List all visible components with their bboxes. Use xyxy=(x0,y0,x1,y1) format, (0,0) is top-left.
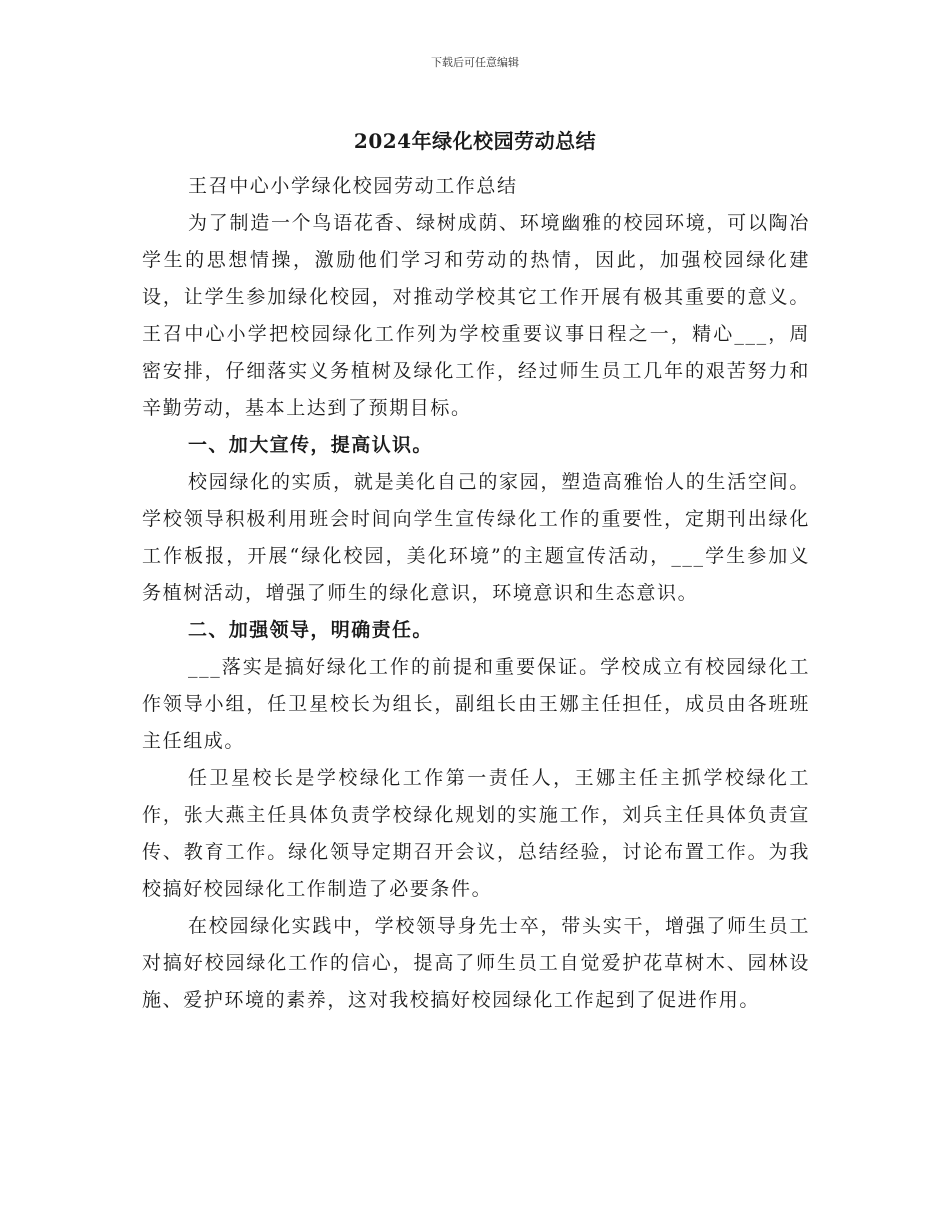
body-paragraph: 校园绿化的实质，就是美化自己的家园，塑造高雅怡人的生活空间。学校领导积极利用班会时间向学生宣传绿化工作的重要性，定期刊出绿化工作板报，开展“绿化校园，美化环境”的主题宣传活动，___学生参加义务植树活动，增强了师生的绿化意识，环境意识和生态意识。 xyxy=(142,471,810,604)
section-heading: 一、加大宣传，提高认识。 xyxy=(188,434,433,456)
subtitle-paragraph: 王召中心小学绿化校园劳动工作总结 xyxy=(188,175,518,197)
body-paragraph: ___落实是搞好绿化工作的前提和重要保证。学校成立有校园绿化工作领导小组，任卫星校长为组长，副组长由王娜主任担任，成员由各班班主任组成。 xyxy=(142,656,810,752)
document-body xyxy=(142,168,810,1019)
page-header-note: 下载后可任意编辑 xyxy=(431,56,519,69)
document-title: 2024年绿化校园劳动总结 xyxy=(353,129,597,153)
body-paragraph: 任卫星校长是学校绿化工作第一责任人，王娜主任主抓学校绿化工作，张大燕主任具体负责学校绿化规划的实施工作，刘兵主任具体负责宣传、教育工作。绿化领导定期召开会议，总结经验，讨论布置工作。为我校搞好校园绿化工作制造了必要条件。 xyxy=(142,767,810,900)
section-heading: 二、加强领导，明确责任。 xyxy=(188,619,433,641)
body-paragraph: 为了制造一个鸟语花香、绿树成荫、环境幽雅的校园环境，可以陶冶学生的思想情操，激励他们学习和劳动的热情，因此，加强校园绿化建设，让学生参加绿化校园，对推动学校其它工作开展有极其重要的意义。王召中心小学把校园绿化工作列为学校重要议事日程之一，精心___，周密安排，仔细落实义务植树及绿化工作，经过师生员工几年的艰苦努力和辛勤劳动，基本上达到了预期目标。 xyxy=(142,212,810,419)
body-paragraph: 在校园绿化实践中，学校领导身先士卒，带头实干，增强了师生员工对搞好校园绿化工作的信心，提高了师生员工自觉爱护花草树木、园林设施、爱护环境的素养，这对我校搞好校园绿化工作起到了促进作用。 xyxy=(142,915,810,1011)
